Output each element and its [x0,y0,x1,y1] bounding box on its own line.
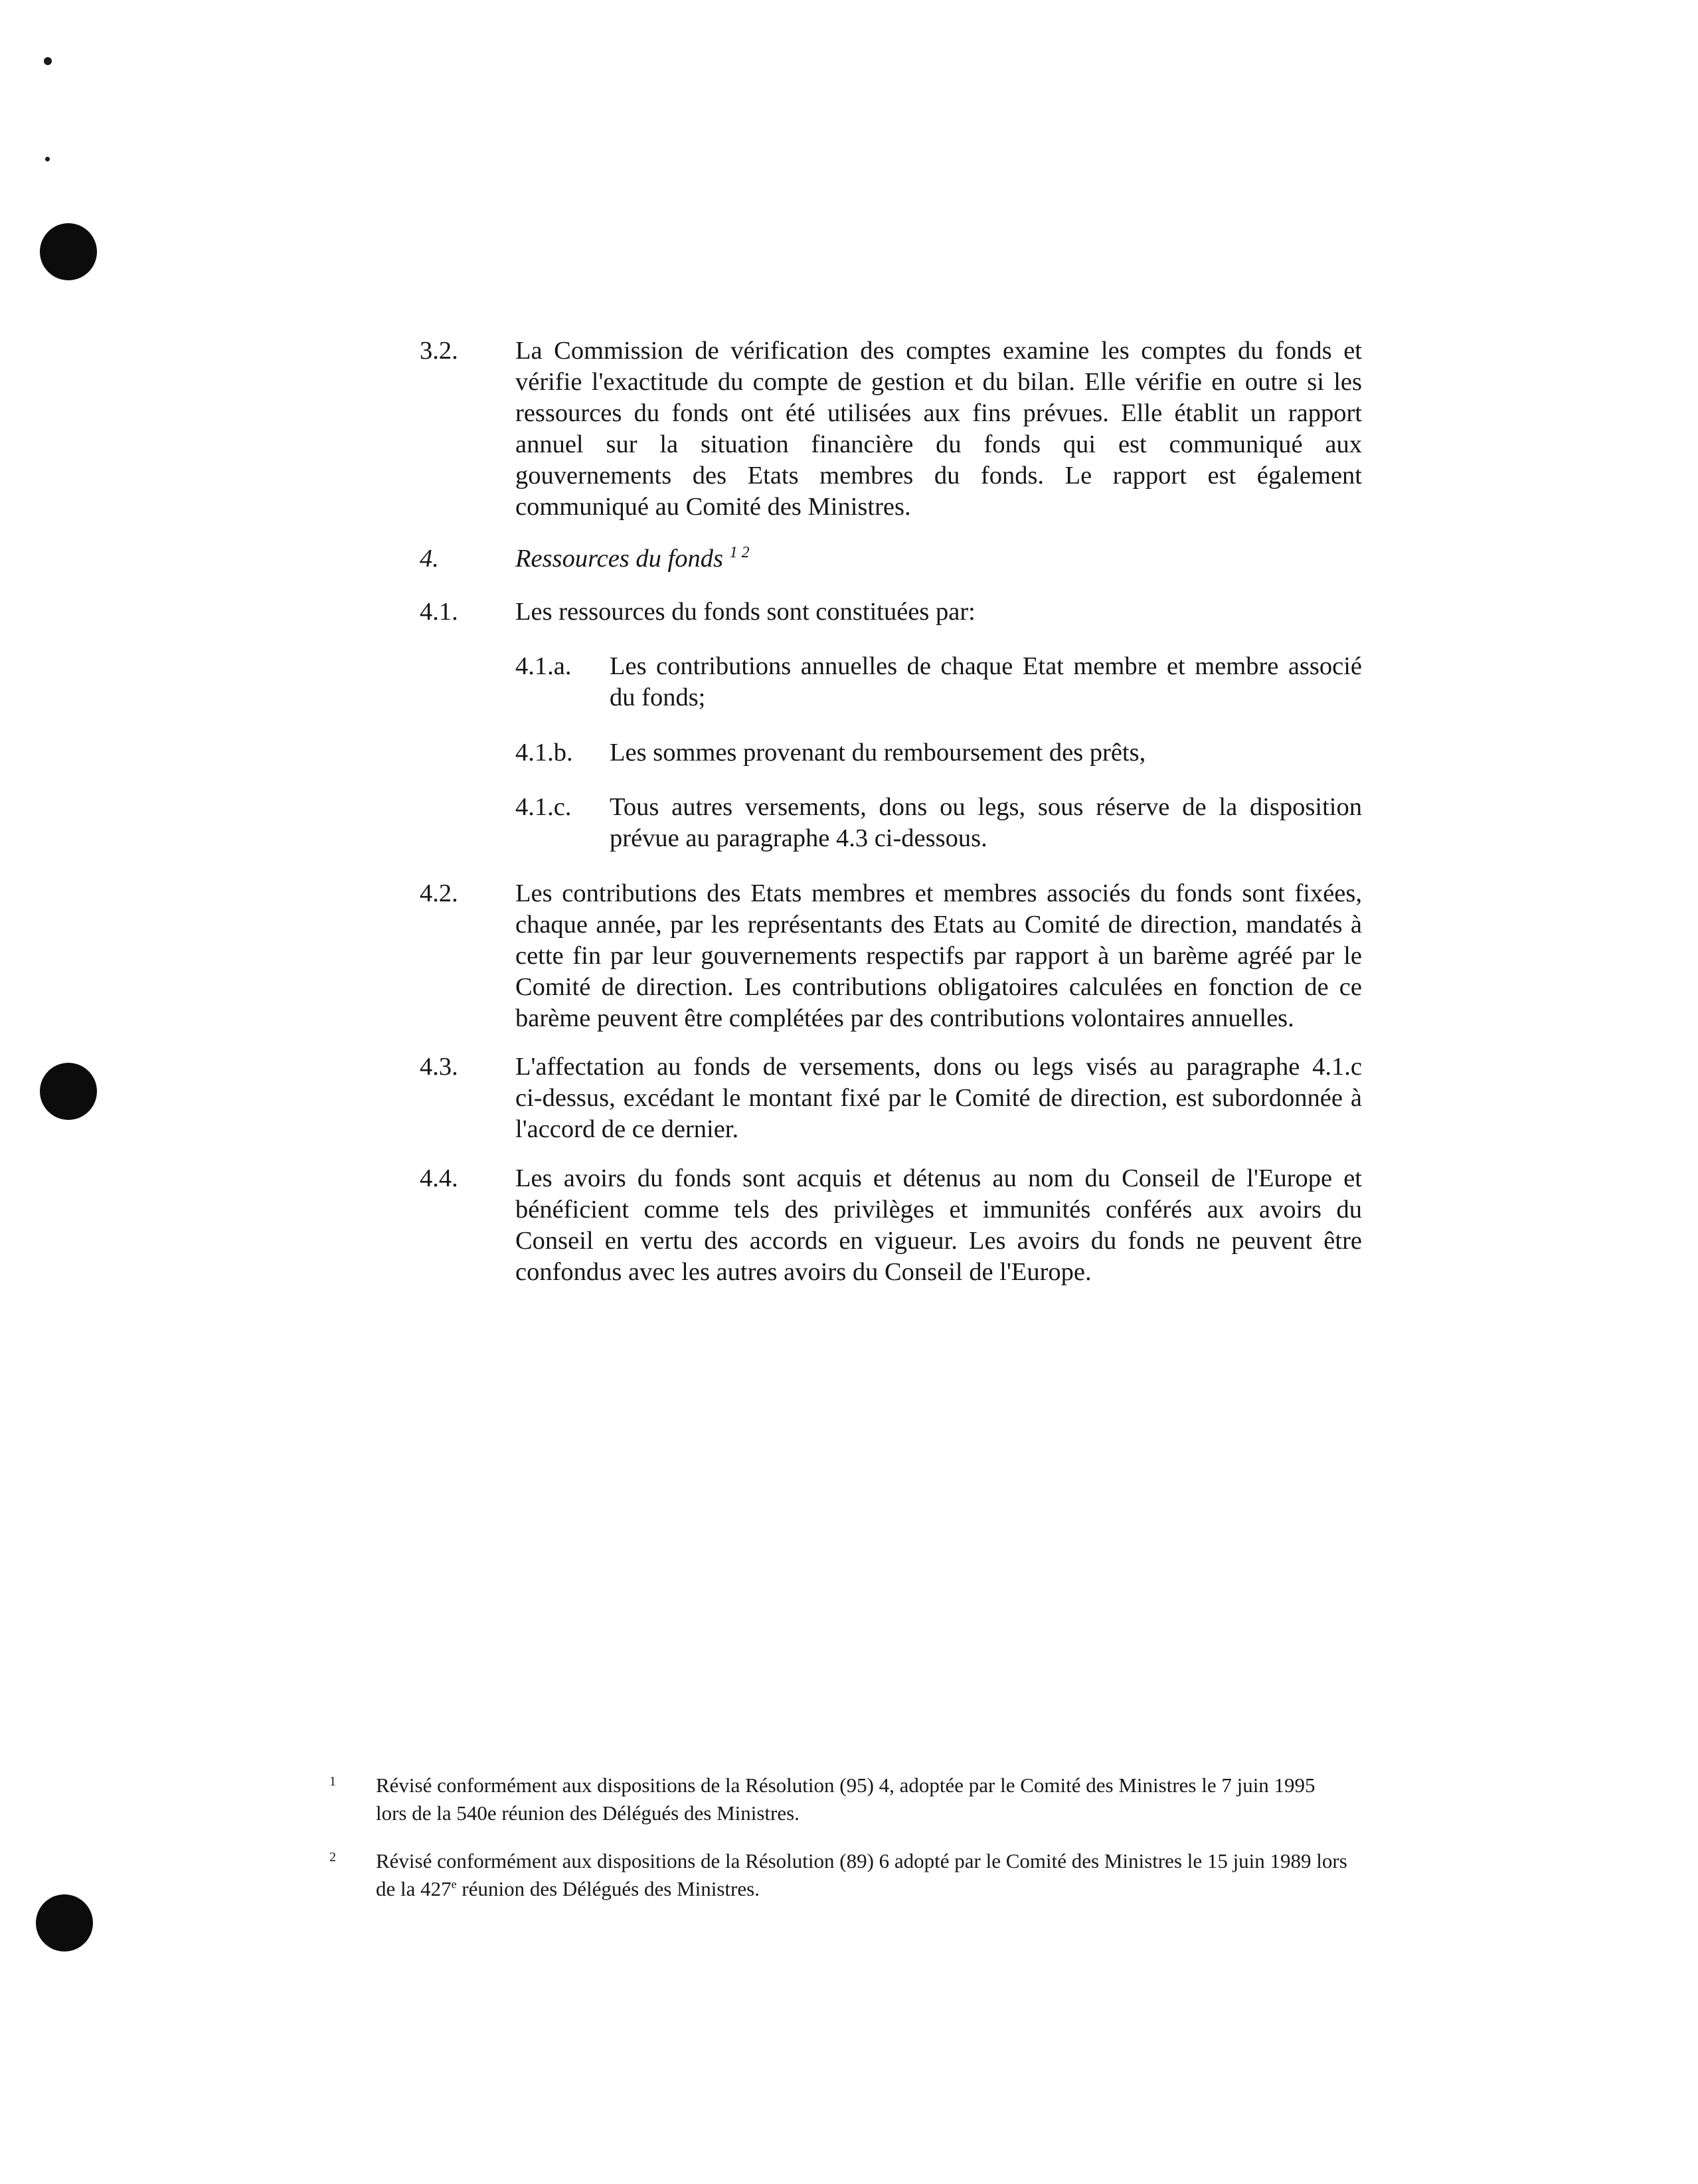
text-line: La Commission de vérification des comptes examine les comptes du fonds et [515,337,1362,365]
text-line: Les avoirs du fonds sont acquis et détenus au nom du Conseil de l'Europe et [515,1164,1362,1192]
text-line: gouvernements des Etats membres du fonds. Le rapport est également [515,462,1362,490]
paragraph-number: 3.2. [420,337,458,365]
text-line: Conseil en vertu des accords en vigueur. Les avoirs du fonds ne peuvent être [515,1227,1362,1255]
text-line: annuel sur la situation financière du fonds qui est communiqué aux [515,430,1362,458]
text-line: prévue au paragraphe 4.3 ci-dessous. [610,824,987,852]
text-line: Comité de direction. Les contributions obligatoires calculées en fonction de ce [515,973,1362,1001]
text-line: l'accord de ce dernier. [515,1115,739,1143]
paragraph-text [515,1163,1362,1288]
footnote-line-end: réunion des Délégués des Ministres. [456,1877,760,1900]
paragraph-text [610,792,1362,854]
text-line: cette fin par leur gouvernements respectifs par rapport à un barème agréé par le [515,942,1362,970]
paragraph-4-1-c [0,792,1698,858]
paragraph-4-1-b [0,737,1698,771]
footnote-1 [0,1772,1698,1831]
paragraph-4-2 [0,878,1698,1038]
paragraph-text [610,651,1362,713]
paragraph-number: 4.1. [420,598,458,626]
text-line: L'affectation au fonds de versements, dons ou legs visés au paragraphe 4.1.c [515,1053,1362,1081]
paragraph-text [515,1051,1362,1145]
text-line: ci-dessus, excédant le montant fixé par le Comité de direction, est subordonnée à [515,1084,1362,1112]
footnote-2 [0,1847,1698,1907]
scan-speck [44,57,52,65]
section-number: 4. [420,545,439,573]
text-line: confondus avec les autres avoirs du Conseil de l'Europe. [515,1258,1092,1286]
text-line: Les contributions des Etats membres et membres associés du fonds sont fixées, [515,879,1362,907]
footnote-number: 2 [329,1850,336,1865]
paragraph-number: 4.4. [420,1164,458,1192]
paragraph-text: Les ressources du fonds sont constituées par: [515,598,976,626]
paragraph-4-1 [0,596,1698,630]
footnote-line-start: de la 427 [376,1877,452,1900]
text-line: Les contributions annuelles de chaque Etat membre et membre associé [610,652,1362,680]
scan-speck [45,157,50,161]
footnote-text [376,1847,1372,1903]
ordinal-superscript: e [451,1877,457,1891]
section-title-text: Ressources du fonds [515,545,723,573]
text-line: bénéficient comme tels des privilèges et immunités conférés aux avoirs du [515,1196,1362,1224]
footnote-line: lors de la 540e réunion des Délégués des Ministres. [376,1801,800,1825]
section-heading-4 [0,543,1698,577]
paragraph-text [515,878,1362,1034]
paragraph-number: 4.1.c. [515,793,572,821]
footnote-line: Révisé conformément aux dispositions de la Résolution (95) 4, adoptée par le Comité des Ministres le 7 juin 1995 [376,1774,1316,1797]
footnote-refs: 1 2 [729,544,750,562]
paragraph-text [515,335,1362,523]
paragraph-text [610,737,1362,769]
text-line: Les sommes provenant du remboursement des prêts, [610,739,1146,767]
paragraph-4-3 [0,1051,1698,1148]
footnote-line: Révisé conformément aux dispositions de la Résolution (89) 6 adopté par le Comité des Ministres le 15 juin 1989 lors [376,1849,1347,1872]
text-line: chaque année, par les représentants des Etats au Comité de direction, mandatés à [515,911,1362,939]
text-line: communiqué au Comité des Ministres. [515,493,911,521]
footnote-number: 1 [329,1774,336,1789]
footnote-text [376,1772,1365,1827]
text-line: vérifie l'exactitude du compte de gestion et du bilan. Elle vérifie en outre si les [515,368,1362,396]
paragraph-number: 4.1.b. [515,739,573,767]
text-line: du fonds; [610,683,706,711]
paragraph-number: 4.2. [420,879,458,907]
paragraph-4-1-a [0,651,1698,717]
paragraph-number: 4.3. [420,1053,458,1081]
paragraph-3-2 [0,335,1698,528]
text-line: barème peuvent être complétées par des contributions volontaires annuelles. [515,1004,1294,1032]
punch-hole [40,223,97,280]
section-title [515,543,750,575]
text-line: Tous autres versements, dons ou legs, sous réserve de la disposition [610,793,1362,821]
footnote-line [376,1875,1372,1903]
text-line: ressources du fonds ont été utilisées aux fins prévues. Elle établit un rapport [515,399,1362,427]
paragraph-4-4 [0,1163,1698,1293]
paragraph-number: 4.1.a. [515,652,572,680]
